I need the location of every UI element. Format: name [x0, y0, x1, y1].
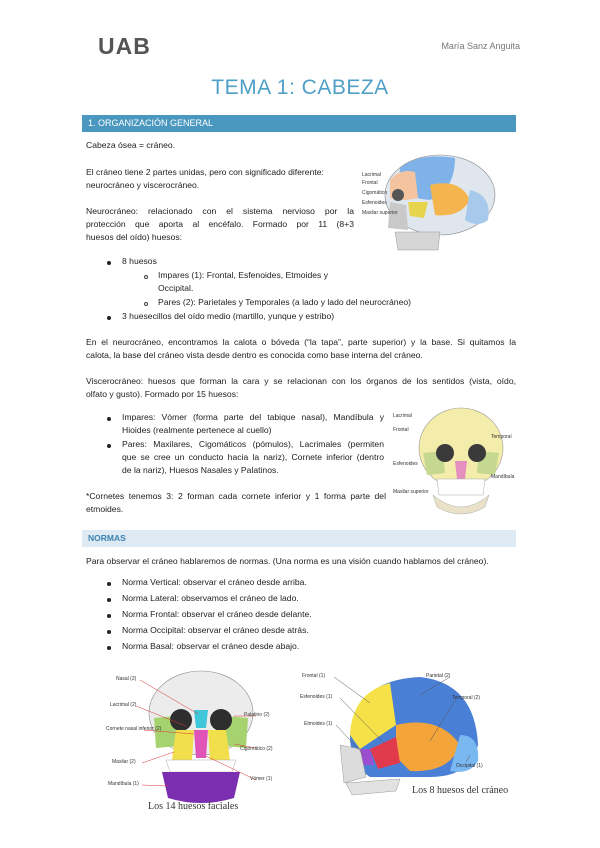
orbit [392, 189, 404, 201]
label-vomer: Vómer (1) [250, 776, 273, 782]
paragraph-normas-intro: Para observar el cráneo hablaremos de normas. (Una norma es una visión cuando hablamos del cráneo). [86, 556, 489, 566]
bullet-impares-line1: Impares: Vómer (forma parte del tabique nasal), Mandíbula y [122, 412, 384, 422]
label-cigomatico: Cigomático [362, 190, 388, 196]
label-esfenoides: Esfenoides (1) [300, 694, 333, 700]
paragraph-viscerocraneo-line2: olfato y gusto). Formado por 15 huesos: [86, 389, 239, 399]
skull-frontal-figure [393, 403, 523, 518]
label-frontal: Frontal [393, 427, 409, 433]
label-maxilar-superior: Maxilar superior [393, 489, 429, 495]
bullet-huesecillos: 3 huesecillos del oído medio (martillo, yunque y estribo) [122, 311, 335, 321]
paragraph-calota-line2: calota, la base del cráneo vista desde dentro es conocida como base interna del cráneo. [86, 350, 423, 360]
label-cigomatico: Cigomático (2) [240, 746, 273, 752]
list-item-norma-frontal: Norma Frontal: observar el cráneo desde delante. [122, 609, 312, 619]
cranial-bones-figure [300, 665, 509, 815]
skull-lateral-figure [360, 150, 500, 260]
paragraph-neurocraneo-line2: protección que aporta al encéfalo. Formado por 11 (8+3 [86, 219, 354, 229]
paragraph-viscerocraneo-line1: Viscerocráneo: huesos que forman la cara y se relacionan con los órganos de los sentidos (vista, oído, [86, 376, 516, 386]
mandible [433, 495, 489, 514]
list-item-norma-basal: Norma Basal: observar el cráneo desde abajo. [122, 641, 300, 651]
label-maxilar: Maxilar superior [362, 210, 398, 216]
orbit-left [436, 444, 454, 462]
subbullet-pares: Pares (2): Parietales y Temporales (a lado y lado del neurocráneo) [158, 297, 412, 307]
label-occipital: Occipital (1) [456, 763, 483, 769]
note-cornetes-line1: *Cornetes tenemos 3: 2 forman cada cornete inferior y 1 forma parte del [86, 491, 386, 501]
orbit-right [468, 444, 486, 462]
bullet-impares-line2: Hioides (realmente pertenece al cuello) [122, 425, 272, 435]
label-lacrimal: Lacrimal [393, 413, 412, 419]
paragraph-neurocraneo-line1: Neurocráneo: relacionado con el sistema nervioso por la [86, 206, 354, 216]
list-item-norma-vertical: Norma Vertical: observar el cráneo desde arriba. [122, 577, 307, 587]
label-etmoides: Etmoides (1) [304, 721, 333, 727]
bullet-dot [107, 614, 111, 618]
caption-cranial-bones: Los 8 huesos del cráneo [412, 785, 509, 796]
subbullet-impares-line2: Occipital. [158, 283, 194, 293]
label-mandibula: Mandíbula (1) [108, 781, 139, 787]
label-frontal: Frontal [362, 180, 378, 186]
paragraph-neurocraneo-line3: huesos del oído) huesos: [86, 232, 183, 242]
maxilla-region [388, 202, 408, 230]
label-maxilar: Maxilar (2) [112, 759, 136, 765]
label-temporal: Temporal [491, 434, 512, 440]
paragraph-partes-line2: neurocráneo y viscerocráneo. [86, 180, 200, 190]
bullet-dot [107, 316, 111, 320]
orbit-right [210, 709, 232, 731]
uab-logo: UAB [98, 33, 151, 59]
section-heading-organizacion: 1. ORGANIZACIÓN GENERAL [82, 115, 516, 132]
author-name: María Sanz Anguita [441, 41, 520, 51]
label-cornete: Cornete nasal inferior (2) [106, 726, 162, 732]
label-temporal: Temporal (2) [452, 695, 481, 701]
bullet-8-huesos: 8 huesos [122, 256, 157, 266]
bullet-pares-line3: de la nariz), Huesos Nasales y Palatinos. [122, 465, 279, 475]
section-heading-normas: NORMAS [82, 530, 516, 547]
bullet-circle [144, 275, 148, 279]
facial-bones-figure [106, 668, 286, 813]
upper-teeth [166, 760, 236, 772]
label-mandibula: Mandíbula [491, 474, 515, 480]
orbit-left [170, 709, 192, 731]
bullet-circle [144, 302, 148, 306]
label-parietal: Parietal (2) [426, 673, 451, 679]
bullet-dot [107, 582, 111, 586]
bullet-pares-line1: Pares: Maxilares, Cigomáticos (pómulos), Lacrimales (permiten [122, 439, 384, 449]
bullet-dot [107, 444, 111, 448]
label-lacrimal: Lacrimal (2) [110, 702, 137, 708]
bullet-pares-line2: que se cree un conducto hacia la nariz), Cornete inferior (dentro [122, 452, 384, 462]
teeth-maxilla [437, 479, 485, 495]
label-frontal: Frontal (1) [302, 673, 326, 679]
page-title: TEMA 1: CABEZA [211, 76, 389, 99]
label-esfenoides: Esfenoides [362, 200, 387, 206]
caption-facial-bones: Los 14 huesos faciales [148, 801, 239, 812]
bullet-dot [107, 598, 111, 602]
vomer-nasal-cavity [194, 730, 208, 758]
mandible [162, 772, 240, 803]
mandible-region [395, 232, 440, 250]
label-palatino: Palatino (2) [244, 712, 270, 718]
bullet-dot [107, 417, 111, 421]
mandible [346, 779, 400, 795]
paragraph-calota-line1: En el neurocráneo, encontramos la calota o bóveda (“la tapa”, parte superior) y la base. Si quitamos la [86, 337, 516, 347]
bullet-dot [107, 630, 111, 634]
bullet-dot [107, 261, 111, 265]
nasal-cavity [455, 461, 467, 479]
subbullet-impares-line1: Impares (1): Frontal, Esfenoides, Etmoides y [158, 270, 329, 280]
bullet-dot [107, 646, 111, 650]
paragraph-partes-line1: El cráneo tiene 2 partes unidas, pero con significado diferente: [86, 167, 324, 177]
paragraph-cabeza-osea: Cabeza ósea = cráneo. [86, 140, 176, 150]
note-cornetes-line2: etmoides. [86, 504, 124, 514]
list-item-norma-occipital: Norma Occipital: observar el cráneo desde atrás. [122, 625, 309, 635]
label-nasal: Nasal (2) [116, 676, 137, 682]
label-lacrimal: Lacrimal [362, 172, 381, 178]
label-esfenoides: Esfenoides [393, 461, 418, 467]
list-item-norma-lateral: Norma Lateral: observamos el cráneo de lado. [122, 593, 299, 603]
